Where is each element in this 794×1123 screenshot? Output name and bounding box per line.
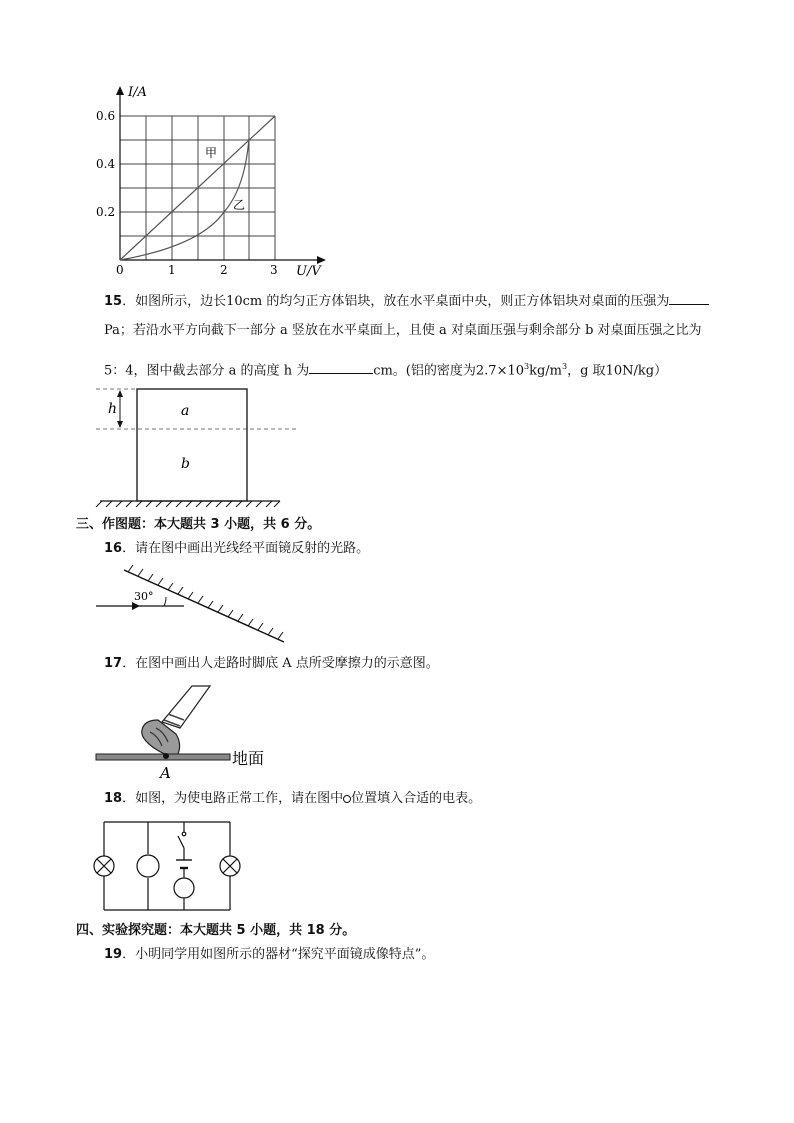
q15-text-2: Pa；若沿水平方向截下一部分 a 竖放在水平桌面上，且使 a 对桌面压强与剩余部分 b 对桌面压强之比为: [104, 323, 702, 338]
question-number: 15: [104, 294, 123, 309]
h-label: h: [108, 401, 118, 417]
q18-circuit-figure: [92, 816, 242, 916]
close-paren: ）: [654, 363, 668, 379]
density-unit: kg/m: [529, 363, 562, 379]
g-value: 10N/kg: [605, 363, 655, 379]
q15-text-1: ．如图所示，边长10cm 的均匀正方体铝块，放在水平桌面中央，则正方体铝块对桌面的压强为: [122, 294, 670, 309]
ground-bar: [96, 754, 230, 760]
y-tick-label: 0.4: [96, 157, 116, 171]
q19-text: ．小明同学用如图所示的器材“探究平面镜成像特点”。: [122, 947, 435, 962]
battery: [176, 860, 192, 868]
aluminum-block: [137, 389, 247, 501]
q15-block-figure: [92, 384, 312, 508]
point-a-label: A: [160, 764, 171, 782]
meter-circle-icon: [343, 795, 351, 803]
q16: [104, 540, 369, 558]
table-hatching: [96, 501, 280, 507]
y-axis-arrow: [116, 86, 124, 95]
y-tick-label: 0.2: [96, 205, 116, 219]
h-arrow-down: [117, 421, 123, 428]
q17: [104, 655, 439, 673]
x-tick-label: 0: [116, 263, 124, 277]
answer-blank[interactable]: [309, 361, 373, 374]
q17-text: ．在图中画出人走路时脚底 A 点所受摩擦力的示意图。: [122, 656, 439, 671]
lamp-left: [94, 856, 114, 876]
q15-line2: [104, 322, 702, 340]
y-tick-label: 0.6: [96, 109, 116, 123]
q18-text-a: ．如图，为使电路正常工作，请在图中: [122, 791, 344, 806]
question-number: 18: [104, 791, 123, 806]
ground-label: 地面: [232, 749, 265, 768]
q18-text-b: 位置填入合适的电表。: [351, 791, 482, 806]
meter-slot-1: [137, 855, 159, 877]
meter-slot-2: [174, 878, 194, 898]
q17-foot-figure: [92, 680, 282, 782]
density-unit-exponent: 3: [562, 362, 568, 371]
q19: [104, 946, 434, 964]
lamp-right: [220, 856, 240, 876]
q15-text-3b: cm。(铝的密度为: [373, 363, 476, 379]
density-exponent: 3: [524, 362, 530, 371]
q16-text: ．请在图中画出光线经平面镜反射的光路。: [122, 541, 370, 556]
section-4-title: 四、实验探究题：本大题共 5 小题，共 18 分。: [76, 923, 356, 938]
iu-graph: [90, 78, 340, 278]
density-value: 2.7×10: [475, 363, 524, 379]
x-tick-label: 1: [168, 263, 176, 277]
x-axis-arrow: [317, 256, 326, 264]
question-number: 16: [104, 541, 123, 556]
x-tick-label: 3: [270, 263, 278, 277]
curve-yi-label: 乙: [233, 198, 246, 212]
point-a: [163, 753, 169, 759]
q18: [104, 790, 481, 808]
q15-text-3a: 5：4，图中截去部分 a 的高度 h 为: [104, 363, 310, 379]
a-label: a: [181, 403, 190, 419]
incident-ray-arrow: [132, 602, 140, 610]
h-arrow-up: [117, 390, 123, 397]
b-label: b: [181, 456, 190, 472]
switch: [178, 832, 186, 848]
question-number: 17: [104, 656, 123, 671]
question-number: 19: [104, 947, 123, 962]
curve-jia-label: 甲: [205, 146, 218, 160]
q15-line3: [104, 358, 667, 380]
g-text: ，g 取: [567, 363, 606, 379]
section-3-title: 三、作图题：本大题共 3 小题，共 6 分。: [76, 517, 321, 532]
q15-line1: [104, 292, 709, 311]
y-axis-label: I/A: [128, 85, 147, 100]
x-axis-label: U/V: [296, 264, 321, 278]
angle-arc: [164, 597, 166, 606]
q16-mirror-figure: [92, 562, 292, 646]
answer-blank[interactable]: [669, 292, 709, 305]
x-tick-label: 2: [220, 263, 228, 277]
angle-label: 30°: [134, 590, 154, 603]
